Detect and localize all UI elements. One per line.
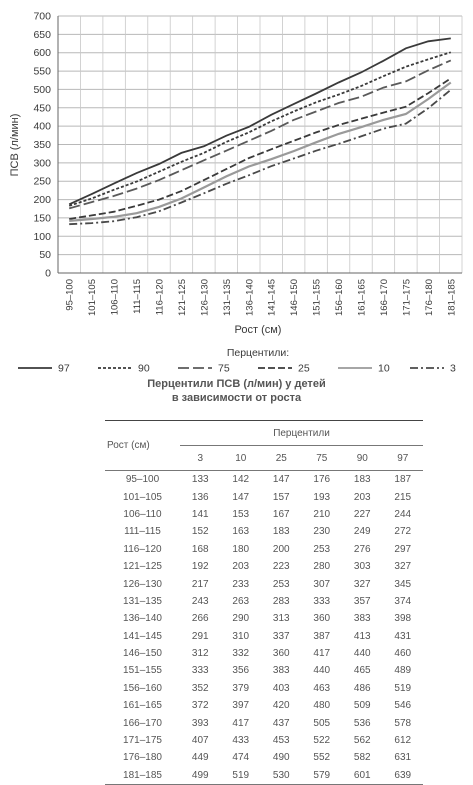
- legend: [18, 363, 456, 375]
- pef-value-cell: 337: [272, 630, 290, 642]
- x-tick-label: 156–160: [334, 279, 346, 316]
- y-tick-labels: [33, 11, 51, 280]
- y-tick-label: 700: [33, 10, 51, 23]
- percentile-column-header: 10: [221, 446, 262, 471]
- y-tick-label: 150: [33, 212, 51, 225]
- pef-value-cell: 327: [394, 561, 412, 573]
- height-range-cell: 146–150: [123, 648, 162, 660]
- pef-value-cell: 333: [191, 665, 209, 677]
- pef-value-cell: 249: [353, 526, 371, 538]
- pef-value-cell: 474: [232, 752, 250, 764]
- x-tick-labels: [65, 279, 458, 316]
- table-row: [105, 749, 423, 766]
- x-tick-label: 126–130: [199, 279, 211, 316]
- pef-value-cell: 192: [191, 561, 209, 573]
- pef-value-cell: 582: [353, 752, 371, 764]
- percentiles-group-header: Перцентили: [180, 421, 423, 446]
- table-row: [105, 523, 423, 540]
- x-tick-label: 176–180: [423, 279, 435, 316]
- table-row: [105, 610, 423, 627]
- pef-value-cell: 283: [272, 595, 290, 607]
- height-range-cell: 141–145: [123, 630, 162, 642]
- x-tick-label: 121–125: [176, 279, 188, 316]
- legend-label-p3: 3: [450, 362, 456, 375]
- pef-value-cell: 147: [272, 474, 290, 486]
- pef-value-cell: 407: [191, 735, 209, 747]
- y-axis-label: ПСВ (л/мин): [9, 113, 21, 177]
- pef-value-cell: 253: [272, 578, 290, 590]
- pef-value-cell: 187: [394, 474, 412, 486]
- pef-value-cell: 312: [191, 648, 209, 660]
- pef-value-cell: 193: [313, 491, 331, 503]
- legend-label-p25: 25: [298, 362, 310, 375]
- pef-value-cell: 440: [353, 648, 371, 660]
- height-range-cell: 95–100: [125, 474, 160, 486]
- percentile-column-header: 75: [302, 446, 343, 471]
- table-title-line-2: в зависимости от роста: [171, 392, 302, 404]
- percentile-column-header: 25: [261, 446, 302, 471]
- table-row: [105, 628, 423, 645]
- pef-value-cell: 290: [232, 613, 250, 625]
- pef-value-cell: 530: [261, 767, 302, 785]
- pef-value-cell: 217: [191, 578, 209, 590]
- pef-value-cell: 203: [232, 561, 250, 573]
- x-tick-label: 181–185: [446, 279, 458, 316]
- pef-value-cell: 183: [353, 474, 371, 486]
- height-range-cell: 111–115: [124, 526, 161, 538]
- pef-value-cell: 578: [394, 717, 412, 729]
- pef-value-cell: 345: [394, 578, 412, 590]
- pef-value-cell: 460: [394, 648, 412, 660]
- pef-value-cell: 505: [313, 717, 331, 729]
- pef-value-cell: 519: [394, 682, 412, 694]
- legend-title: Перцентили:: [226, 347, 290, 359]
- pef-value-cell: 352: [191, 682, 209, 694]
- height-range-cell: 176–180: [123, 752, 162, 764]
- pef-value-cell: 157: [272, 491, 290, 503]
- pef-value-cell: 433: [232, 735, 250, 747]
- table-row: [105, 662, 423, 679]
- height-range-cell: 126–130: [123, 578, 162, 590]
- pef-value-cell: 253: [313, 543, 331, 555]
- x-tick-label: 95–100: [64, 279, 76, 311]
- pef-value-cell: 180: [232, 543, 250, 555]
- pef-value-cell: 420: [272, 700, 290, 712]
- y-tick-label: 0: [45, 267, 51, 280]
- pef-value-cell: 136: [191, 491, 209, 503]
- y-tick-label: 300: [33, 157, 51, 170]
- pef-value-cell: 490: [272, 752, 290, 764]
- pef-value-cell: 579: [302, 767, 343, 785]
- pef-value-cell: 310: [232, 630, 250, 642]
- pef-value-cell: 167: [272, 508, 290, 520]
- pef-value-cell: 357: [353, 595, 371, 607]
- pef-value-cell: 417: [232, 717, 250, 729]
- pef-value-cell: 360: [272, 648, 290, 660]
- x-tick-label: 171–175: [401, 279, 413, 316]
- y-tick-label: 250: [33, 175, 51, 188]
- pef-value-cell: 272: [394, 526, 412, 538]
- height-range-cell: 151–155: [123, 665, 162, 677]
- pef-value-cell: 519: [221, 767, 262, 785]
- y-tick-label: 450: [33, 102, 51, 115]
- pef-value-cell: 417: [313, 648, 331, 660]
- height-range-cell: 116–120: [123, 543, 162, 555]
- pef-value-cell: 183: [272, 526, 290, 538]
- pef-value-cell: 176: [313, 474, 331, 486]
- pef-value-cell: 383: [272, 665, 290, 677]
- pef-value-cell: 360: [313, 613, 331, 625]
- y-tick-label: 550: [33, 65, 51, 78]
- y-tick-label: 600: [33, 47, 51, 60]
- pef-value-cell: 536: [353, 717, 371, 729]
- percentile-column-header: 97: [383, 446, 424, 471]
- pef-value-cell: 133: [191, 474, 209, 486]
- table-row: [105, 506, 423, 523]
- pef-value-cell: 440: [313, 665, 331, 677]
- pef-value-cell: 499: [180, 767, 221, 785]
- x-tick-label: 101–105: [87, 279, 99, 316]
- grid: [58, 16, 462, 273]
- percentile-column-header: 90: [342, 446, 383, 471]
- pef-value-cell: 552: [313, 752, 331, 764]
- pef-value-cell: 280: [313, 561, 331, 573]
- height-range-cell: 136–140: [123, 613, 162, 625]
- pef-value-cell: 223: [272, 561, 290, 573]
- pef-value-cell: 489: [394, 665, 412, 677]
- y-tick-label: 200: [33, 194, 51, 207]
- pef-value-cell: 522: [313, 735, 331, 747]
- pef-value-cell: 397: [232, 700, 250, 712]
- x-tick-label: 116–120: [154, 279, 166, 316]
- pef-value-cell: 313: [272, 613, 290, 625]
- pef-value-cell: 449: [191, 752, 209, 764]
- legend-label-p75: 75: [218, 362, 230, 375]
- y-tick-label: 400: [33, 120, 51, 133]
- table-row: [105, 680, 423, 697]
- pef-value-cell: 215: [394, 491, 412, 503]
- x-tick-label: 136–140: [244, 279, 256, 316]
- height-range-cell: 166–170: [123, 717, 162, 729]
- table-row: [105, 593, 423, 610]
- pef-value-cell: 307: [313, 578, 331, 590]
- pef-value-cell: 303: [353, 561, 371, 573]
- pef-value-cell: 393: [191, 717, 209, 729]
- percentile-column-header: 3: [180, 446, 221, 471]
- x-tick-label: 111–115: [132, 279, 144, 314]
- height-column-header: Рост (см): [105, 421, 180, 471]
- pef-value-cell: 227: [353, 508, 371, 520]
- pef-percentile-chart: [0, 0, 473, 375]
- pef-value-cell: 387: [313, 630, 331, 642]
- x-tick-label: 166–170: [378, 279, 390, 316]
- pef-value-cell: 210: [313, 508, 331, 520]
- pef-value-cell: 562: [353, 735, 371, 747]
- pef-value-cell: 147: [232, 491, 250, 503]
- pef-value-cell: 465: [353, 665, 371, 677]
- y-tick-label: 350: [33, 139, 51, 151]
- legend-label-p10: 10: [378, 362, 390, 375]
- pef-value-cell: 163: [232, 526, 250, 538]
- pef-value-cell: 601: [342, 767, 383, 785]
- pef-value-cell: 486: [353, 682, 371, 694]
- pef-value-cell: 243: [191, 595, 209, 607]
- table-row: [105, 575, 423, 592]
- pef-value-cell: 327: [353, 578, 371, 590]
- table-row: [105, 558, 423, 575]
- pef-value-cell: 379: [232, 682, 250, 694]
- pef-value-cell: 631: [394, 752, 412, 764]
- height-range-cell: 106–110: [123, 508, 162, 520]
- table-title-line-1: Перцентили ПСВ (л/мин) у детей: [147, 378, 326, 390]
- y-tick-label: 500: [33, 83, 51, 96]
- pef-value-cell: 372: [191, 700, 209, 712]
- x-tick-label: 141–145: [266, 279, 278, 316]
- legend-label-p97: 97: [58, 362, 70, 375]
- height-range-cell: 156–160: [123, 682, 162, 694]
- height-range-cell: 181–185: [105, 767, 180, 785]
- pef-value-cell: 509: [353, 700, 371, 712]
- table-row: [105, 488, 423, 505]
- x-axis-label: Рост (см): [234, 324, 282, 336]
- y-tick-label: 650: [33, 28, 51, 41]
- pef-value-cell: 431: [394, 630, 412, 642]
- pef-value-cell: 453: [272, 735, 290, 747]
- legend-label-p90: 90: [138, 362, 150, 375]
- table-row: [105, 541, 423, 558]
- pef-value-cell: 291: [191, 630, 209, 642]
- pef-value-cell: 263: [232, 595, 250, 607]
- pef-value-cell: 297: [394, 543, 412, 555]
- height-range-cell: 131–135: [123, 595, 162, 607]
- pef-value-cell: 276: [353, 543, 371, 555]
- pef-value-cell: 200: [272, 543, 290, 555]
- table-row: [105, 714, 423, 731]
- pef-value-cell: 266: [191, 613, 209, 625]
- x-tick-label: 161–165: [356, 279, 368, 316]
- pef-value-cell: 374: [394, 595, 412, 607]
- table-row: [105, 697, 423, 714]
- x-tick-label: 146–150: [289, 279, 301, 316]
- x-tick-label: 131–135: [221, 279, 233, 316]
- pef-value-cell: 333: [313, 595, 331, 607]
- pef-value-cell: 437: [272, 717, 290, 729]
- table-row: [105, 732, 423, 749]
- x-tick-label: 151–155: [311, 279, 323, 316]
- pef-value-cell: 233: [232, 578, 250, 590]
- pef-value-cell: 480: [313, 700, 331, 712]
- pef-value-cell: 546: [394, 700, 412, 712]
- pef-value-cell: 403: [272, 682, 290, 694]
- pef-value-cell: 383: [353, 613, 371, 625]
- pef-value-cell: 168: [191, 543, 209, 555]
- table-row: [105, 767, 423, 785]
- pef-value-cell: 332: [232, 648, 250, 660]
- pef-value-cell: 639: [383, 767, 424, 785]
- y-tick-label: 100: [33, 230, 51, 243]
- pef-value-cell: 356: [232, 665, 250, 677]
- table-row: [105, 645, 423, 662]
- pef-value-cell: 203: [353, 491, 371, 503]
- pef-value-cell: 413: [353, 630, 371, 642]
- percentile-table: [105, 420, 423, 785]
- table-row: [105, 471, 423, 489]
- height-range-cell: 161–165: [123, 700, 162, 712]
- table-title: [0, 377, 473, 405]
- pef-value-cell: 463: [313, 682, 331, 694]
- height-range-cell: 171–175: [123, 735, 162, 747]
- pef-value-cell: 612: [394, 735, 412, 747]
- pef-value-cell: 153: [232, 508, 250, 520]
- pef-value-cell: 141: [191, 508, 209, 520]
- pef-value-cell: 152: [191, 526, 209, 538]
- y-tick-label: 50: [39, 249, 51, 262]
- pef-value-cell: 244: [394, 508, 412, 520]
- height-range-cell: 101–105: [123, 491, 162, 503]
- pef-value-cell: 230: [313, 526, 331, 538]
- x-tick-label: 106–110: [109, 279, 121, 316]
- pef-value-cell: 142: [232, 474, 250, 486]
- pef-value-cell: 398: [394, 613, 412, 625]
- height-range-cell: 121–125: [123, 561, 162, 573]
